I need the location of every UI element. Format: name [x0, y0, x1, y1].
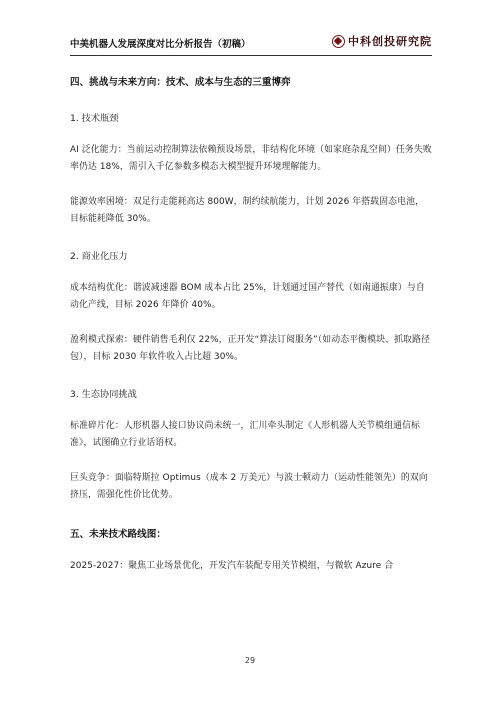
logo-emblem-icon [332, 35, 345, 48]
institute-logo [332, 33, 432, 49]
page-number: 29 [244, 656, 256, 665]
paragraph-standard-fragmentation: 标准碎片化：人形机器人接口协议尚未统一，汇川牵头制定《人形机器人关节模组通信标准》，试图确立行业话语权。 [70, 421, 421, 448]
paragraph-energy-efficiency: 能源效率困境：双足行走能耗高达 800W，制约续航能力，计划 2026 年搭载固态电池，目标能耗降低 30%。 [70, 197, 425, 224]
header-divider [70, 55, 432, 56]
paragraph-cost-structure: 成本结构优化：谐波减速器 BOM 成本占比 25%，计划通过国产替代（如南通振康）与自动化产线，目标 2026 年降价 40%。 [70, 283, 425, 310]
subsection-2-heading: 2. 商业化压力 [70, 251, 128, 262]
report-title: 中美机器人发展深度对比分析报告（初稿） [70, 39, 251, 50]
page-body [70, 60, 432, 575]
page-header [70, 32, 432, 54]
subsection-1-heading: 1. 技术瓶颈 [70, 113, 119, 124]
paragraph-giant-competition: 巨头竞争：面临特斯拉 Optimus（成本 2 万美元）与波士顿动力（运动性能领先）的双向挤压，需强化性价比优势。 [70, 473, 428, 500]
subsection-3-heading: 3. 生态协同挑战 [70, 389, 137, 400]
logo-text: 中科创投研究院 [348, 35, 432, 48]
section-4-heading: 四、挑战与未来方向：技术、成本与生态的三重博弈 [70, 77, 291, 88]
paragraph-ai-generalization: AI 泛化能力：当前运动控制算法依赖预设场景，非结构化环境（如家庭杂乱空间）任务失败率仍达 18%，需引入千亿参数多模态大模型提升环境理解能力。 [70, 145, 432, 172]
paragraph-roadmap-2025: 2025-2027：聚焦工业场景优化，开发汽车装配专用关节模组，与微软 Azure 合 [70, 561, 394, 571]
section-5-heading: 五、未来技术路线图： [70, 529, 166, 540]
paragraph-profit-model: 盈利模式探索：硬件销售毛利仅 22%，正开发“算法订阅服务”（如动态平衡模块、抓取路径包），目标 2030 年软件收入占比超 30%。 [70, 335, 430, 362]
